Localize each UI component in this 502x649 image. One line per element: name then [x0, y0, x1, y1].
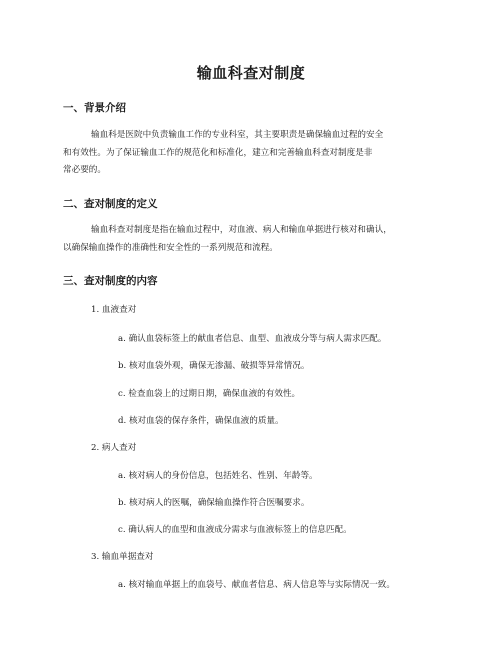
list-item: b. 核对血袋外观，确保无渗漏、破损等异常情况。: [118, 361, 310, 371]
list-item: a. 确认血袋标签上的献血者信息、血型、血液成分等与病人需求匹配。: [118, 334, 387, 344]
list-item: a. 核对病人的身份信息，包括姓名、性别、年龄等。: [118, 471, 318, 481]
paragraph-line: 以确保输血操作的准确性和安全性的一系列规范和流程。: [63, 242, 278, 253]
section-paragraph-background: [63, 127, 383, 180]
paragraph-line: 和有效性。为了保证输血工作的规范化和标准化，建立和完善输血科查对制度是非: [63, 147, 373, 158]
subsection-label-patient-check: 2. 病人查对: [91, 443, 137, 453]
paragraph-line: 常必要的。: [63, 165, 106, 175]
list-item: b. 核对病人的医嘱，确保输血操作符合医嘱要求。: [118, 498, 310, 508]
list-item: c. 检查血袋上的过期日期，确保血液的有效性。: [118, 389, 301, 399]
paragraph-line: 输血科是医院中负责输血工作的专业科室，其主要职责是确保输血过程的安全: [91, 130, 384, 140]
section-heading-content: 三、查对制度的内容: [63, 275, 158, 287]
subsection-label-document-check: 3. 输血单据查对: [91, 552, 154, 562]
list-item: a. 核对输血单据上的血袋号、献血者信息、病人信息等与实际情况一致。: [118, 580, 395, 590]
paragraph-line: 输血科查对制度是指在输血过程中，对血液、病人和输血单据进行核对和确认，: [91, 225, 392, 235]
list-item: d. 核对血袋的保存条件，确保血液的质量。: [118, 416, 284, 426]
section-paragraph-definition: [63, 222, 392, 257]
subsection-label-blood-check: 1. 血液查对: [91, 305, 137, 315]
document-title: 输血科查对制度: [196, 64, 306, 82]
section-heading-background: 一、背景介绍: [63, 102, 126, 114]
section-heading-definition: 二、查对制度的定义: [63, 198, 158, 210]
list-item: c. 确认病人的血型和血液成分需求与血液标签上的信息匹配。: [118, 525, 352, 535]
